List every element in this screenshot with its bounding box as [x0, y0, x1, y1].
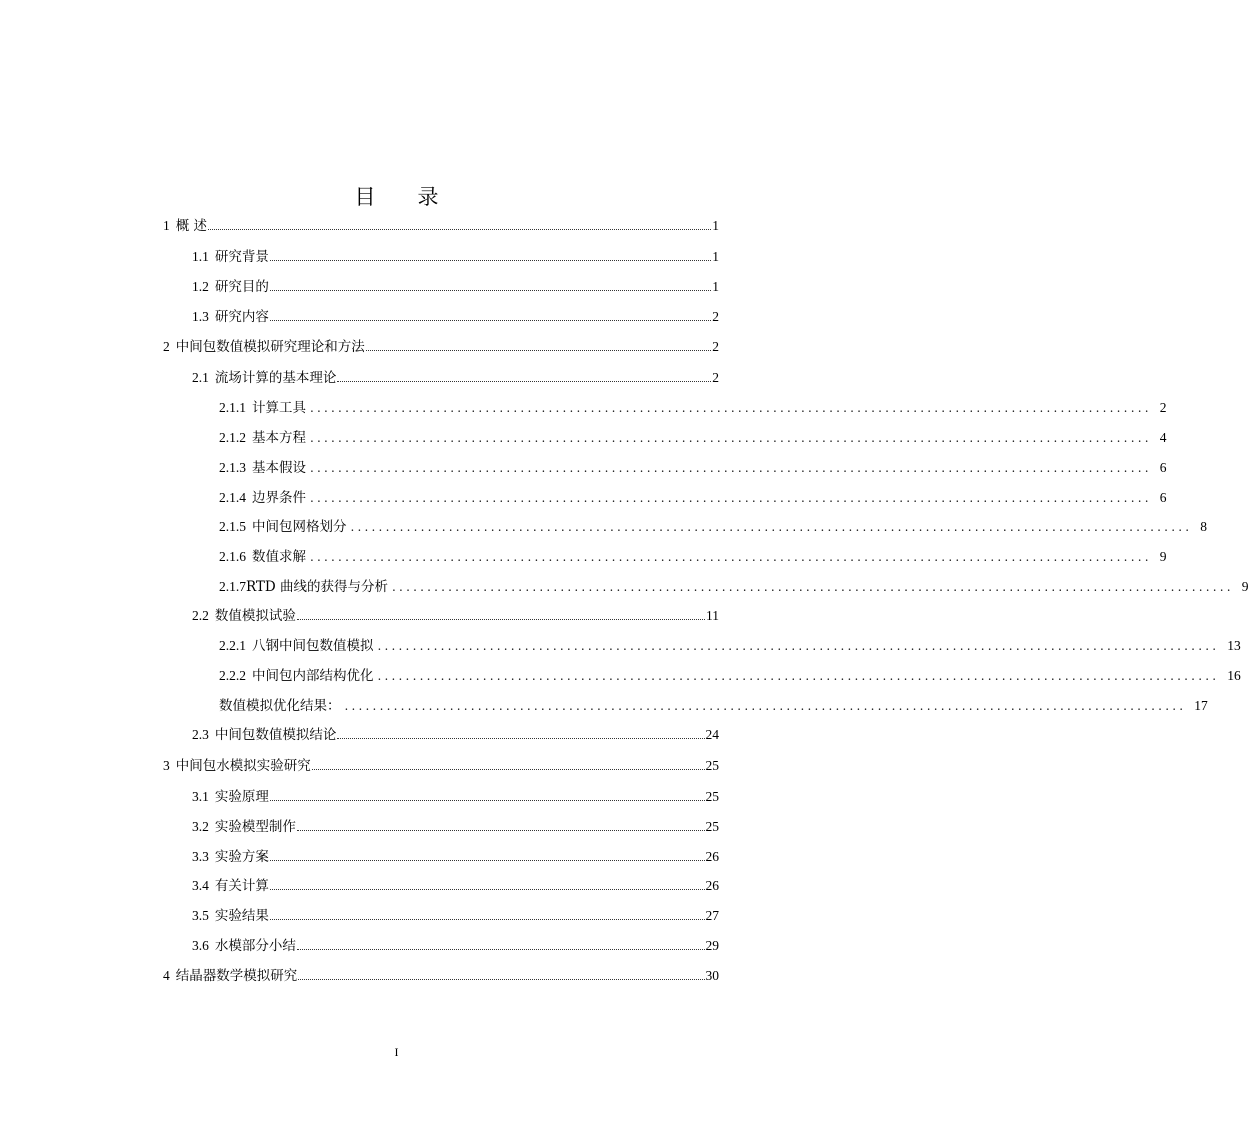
toc-entry-number: 3.4 — [192, 878, 209, 893]
toc-entry-label — [219, 396, 306, 416]
toc-entry-number: 1.3 — [192, 309, 209, 324]
toc-entry-number: 2.1 — [192, 370, 209, 385]
toc-entry-number: 1.2 — [192, 279, 209, 294]
toc-entry[interactable] — [163, 964, 719, 986]
toc-entry-page: 13 — [1227, 638, 1241, 653]
dot-leader — [270, 791, 705, 801]
toc-entry-number: 2.2 — [192, 608, 209, 623]
toc-entry[interactable] — [219, 515, 1207, 537]
toc-entry-label — [192, 815, 296, 835]
toc-entry-page: 2 — [1159, 400, 1167, 415]
toc-entry-page: 26 — [705, 878, 719, 893]
toc-entry-title: 研究背景 — [214, 249, 269, 265]
toc-entry[interactable] — [219, 545, 1167, 567]
toc-entry-label — [192, 934, 296, 954]
toc-entry-title: 数值模拟优化结果： — [219, 698, 341, 714]
toc-entry[interactable] — [219, 486, 1167, 508]
dot-leader — [270, 910, 705, 920]
toc-entry-page: 24 — [705, 727, 719, 742]
toc-entry-title: 研究目的 — [214, 279, 269, 295]
toc-entry-title: 数值模拟试验 — [214, 608, 296, 624]
dot-leader — [298, 970, 704, 980]
toc-entry-number: 2.1.4 — [219, 490, 246, 505]
toc-entry-page: 1 — [712, 218, 719, 233]
dot-leader — [270, 251, 711, 261]
toc-entry-page: 17 — [1194, 698, 1208, 713]
toc-entry[interactable] — [219, 456, 1167, 478]
toc-entry-label — [219, 664, 374, 684]
toc-entry-number: 3.5 — [192, 908, 209, 923]
toc-entry-title: 基本方程 — [252, 430, 306, 446]
toc-entry-number: 2.1.3 — [219, 460, 246, 475]
toc-entry-number: 3.3 — [192, 849, 209, 864]
toc-entry[interactable] — [163, 754, 719, 776]
toc-entry-page: 25 — [705, 789, 719, 804]
dot-leader: ........................................................................................................................ — [310, 550, 1152, 564]
toc-entry[interactable] — [192, 275, 719, 297]
toc-entry-label — [192, 366, 336, 386]
toc-entry-title: 结晶器数学模拟研究 — [175, 968, 298, 984]
toc-entry-title: 实验原理 — [214, 789, 269, 805]
dot-leader — [270, 311, 711, 321]
dot-leader — [270, 880, 705, 890]
toc-entry-number: 2.1.1 — [219, 400, 246, 415]
toc-entry-page: 11 — [706, 608, 719, 623]
toc-entry-number: 4 — [163, 968, 170, 983]
toc-entry[interactable] — [192, 904, 719, 926]
dot-leader — [297, 821, 705, 831]
toc-entry-page: 25 — [705, 819, 719, 834]
toc-entry[interactable] — [192, 305, 719, 327]
toc-entry-title: 数值求解 — [252, 549, 306, 565]
toc-entry-title: 实验结果 — [214, 908, 269, 924]
toc-entry-title: 中间包数值模拟结论 — [214, 727, 337, 743]
toc-entry-label — [219, 456, 306, 476]
toc-entry[interactable] — [219, 694, 1208, 716]
toc-entry-number: 2.1.5 — [219, 519, 246, 534]
dot-leader: ........................................................................................................................ — [377, 669, 1220, 683]
toc-entry[interactable] — [163, 214, 719, 236]
toc-entry-title: 研究内容 — [214, 309, 269, 325]
toc-entry-label — [192, 723, 336, 743]
toc-entry-page: 1 — [712, 249, 719, 264]
toc-entry[interactable] — [192, 366, 719, 388]
toc-entry[interactable] — [192, 785, 719, 807]
toc-entry[interactable] — [192, 874, 719, 896]
page-number-footer: I — [394, 1045, 399, 1059]
toc-entry-label — [192, 904, 269, 924]
toc-entry-page: 8 — [1200, 519, 1207, 534]
toc-entry-label — [163, 754, 311, 774]
toc-entry-title: 八钢中间包数值模拟 — [252, 638, 374, 654]
toc-entry-page: 6 — [1159, 460, 1167, 475]
dot-leader: ........................................................................................................................ — [310, 401, 1152, 415]
dot-leader: ........................................................................................................................ — [344, 699, 1187, 713]
dot-leader: ........................................................................................................................ — [310, 491, 1152, 505]
toc-entry-title: 实验模型制作 — [214, 819, 296, 835]
dot-leader: ........................................................................................................................ — [350, 520, 1193, 534]
toc-entry-title: 中间包内部结构优化 — [252, 668, 374, 684]
toc-entry[interactable] — [192, 815, 719, 837]
toc-title — [0, 181, 793, 211]
toc-entry-number: 2.1.6 — [219, 549, 246, 564]
toc-entry-label — [219, 486, 306, 506]
toc-entry-number: 2.2.2 — [219, 668, 246, 683]
toc-entry-label — [192, 845, 269, 865]
toc-entry-title: 中间包网格划分 — [252, 519, 347, 535]
toc-entry[interactable] — [192, 604, 719, 626]
toc-entry-page: 9 — [1159, 549, 1167, 564]
dot-leader: ........................................................................................................................ — [392, 580, 1234, 594]
toc-entry[interactable] — [192, 723, 719, 745]
toc-entry[interactable] — [219, 664, 1241, 686]
toc-entry-title: 边界条件 — [252, 490, 306, 506]
dot-leader: ........................................................................................................................ — [310, 461, 1152, 475]
toc-entry-title: 流场计算的基本理论 — [214, 370, 337, 386]
toc-entry-label — [163, 964, 297, 984]
dot-leader — [312, 760, 705, 770]
toc-entry-title: 中间包水模拟实验研究 — [175, 758, 311, 774]
toc-entry-label — [219, 575, 388, 595]
toc-entry-label — [192, 785, 269, 805]
dot-leader — [297, 940, 705, 950]
toc-entry-page: 4 — [1159, 430, 1167, 445]
toc-entry-label — [163, 335, 365, 355]
toc-entry-number: 2.2.1 — [219, 638, 246, 653]
toc-title-right: 录 — [417, 185, 439, 209]
toc-entry-page: 6 — [1159, 490, 1167, 505]
toc-entry-title: RTD 曲线的获得与分析 — [246, 579, 389, 595]
toc-entry-title: 实验方案 — [214, 849, 269, 865]
toc-entry-page: 2 — [712, 339, 719, 354]
toc-entry-page: 26 — [705, 849, 719, 864]
toc-entry[interactable] — [219, 396, 1167, 418]
dot-leader — [337, 372, 711, 382]
toc-entry[interactable] — [192, 245, 719, 267]
toc-entry-label — [219, 634, 374, 654]
toc-entry-number: 2.1.7 — [219, 579, 246, 594]
toc-entry-label — [219, 515, 347, 535]
toc-entry-label — [192, 305, 269, 325]
toc-entry-page: 30 — [705, 968, 719, 983]
dot-leader — [270, 281, 711, 291]
toc-entry-page: 29 — [705, 938, 719, 953]
toc-entry[interactable] — [219, 575, 1249, 597]
toc-entry-label — [192, 275, 269, 295]
toc-entry[interactable] — [192, 934, 719, 956]
dot-leader — [208, 220, 711, 230]
toc-entry-label — [219, 545, 306, 565]
dot-leader: ........................................................................................................................ — [377, 639, 1220, 653]
toc-entry-title: 计算工具 — [252, 400, 306, 416]
toc-entry-label — [192, 604, 296, 624]
toc-entry-number: 3.2 — [192, 819, 209, 834]
toc-entry-page: 1 — [712, 279, 719, 294]
toc-entry-number: 2.1.2 — [219, 430, 246, 445]
toc-entry-number: 2.3 — [192, 727, 209, 742]
toc-entry-title: 水模部分小结 — [214, 938, 296, 954]
toc-entry-label — [192, 245, 269, 265]
toc-entry-number: 3 — [163, 758, 170, 773]
toc-entry-label — [163, 214, 207, 234]
toc-entry-number: 3.1 — [192, 789, 209, 804]
toc-entry-number: 3.6 — [192, 938, 209, 953]
toc-entry[interactable] — [192, 845, 719, 867]
toc-entry-number: 1 — [163, 218, 170, 233]
toc-entry-title: 有关计算 — [214, 878, 269, 894]
dot-leader — [270, 851, 705, 861]
toc-title-left: 目 — [354, 185, 376, 209]
toc-entry[interactable] — [219, 634, 1241, 656]
dot-leader — [297, 610, 705, 620]
toc-entry-number: 2 — [163, 339, 170, 354]
toc-entry-page: 9 — [1241, 579, 1249, 594]
toc-entry-title: 基本假设 — [252, 460, 306, 476]
toc-entry-label — [192, 874, 269, 894]
dot-leader: ........................................................................................................................ — [310, 431, 1152, 445]
toc-entry[interactable] — [163, 335, 719, 357]
toc-entry[interactable] — [219, 426, 1167, 448]
toc-entry-page: 16 — [1227, 668, 1241, 683]
toc-entry-number: 1.1 — [192, 249, 209, 264]
toc-entry-page: 2 — [712, 370, 719, 385]
toc-entry-page: 2 — [712, 309, 719, 324]
dot-leader — [337, 729, 704, 739]
toc-entry-label — [219, 694, 341, 714]
dot-leader — [366, 341, 712, 351]
toc-entry-page: 25 — [705, 758, 719, 773]
toc-entry-label — [219, 426, 306, 446]
toc-entry-title: 中间包数值模拟研究理论和方法 — [175, 339, 365, 355]
toc-entry-title: 概 述 — [175, 218, 208, 234]
toc-entry-page: 27 — [705, 908, 719, 923]
